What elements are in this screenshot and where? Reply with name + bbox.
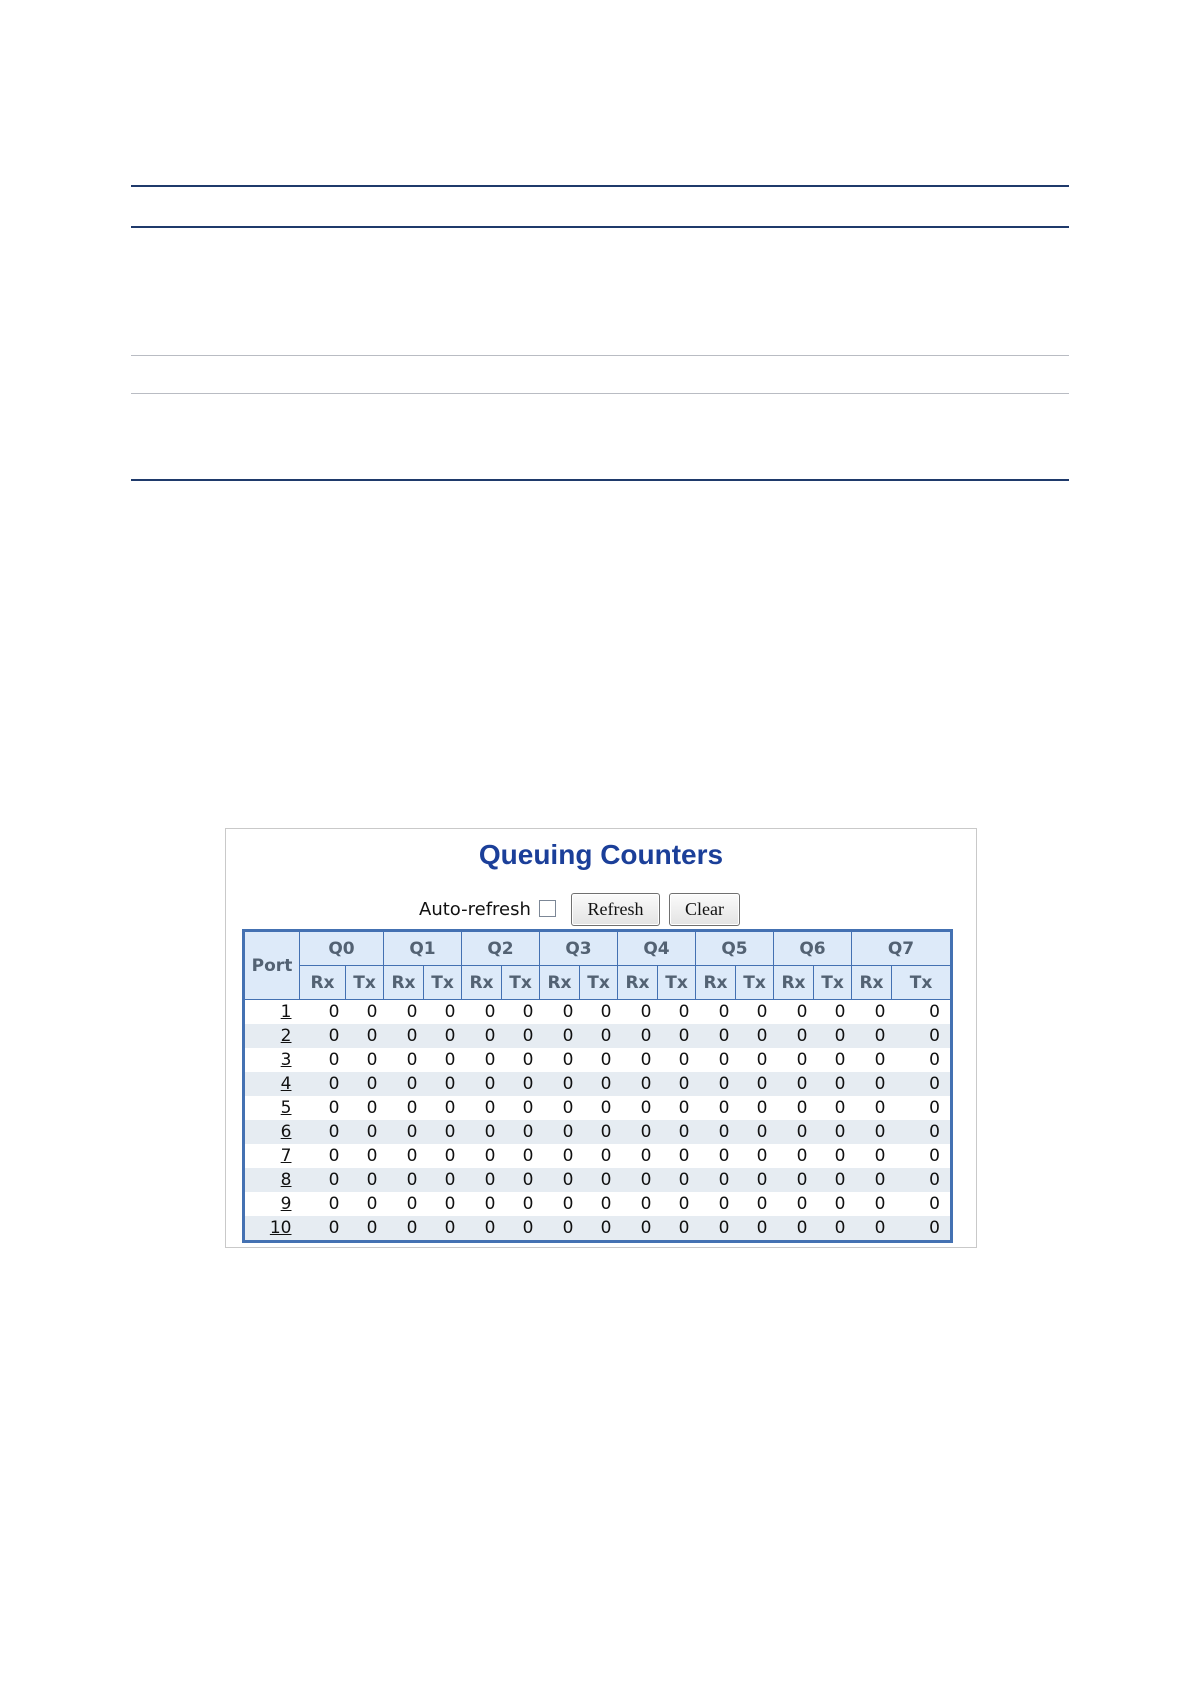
rx-header: Rx: [696, 966, 736, 1000]
counter-cell: 0: [852, 1168, 892, 1192]
counter-cell: 0: [852, 1048, 892, 1072]
rx-header: Rx: [462, 966, 502, 1000]
counter-cell: 0: [462, 1000, 502, 1025]
counter-cell: 0: [696, 1144, 736, 1168]
counter-cell: 0: [618, 1144, 658, 1168]
counter-cell: 0: [892, 1072, 952, 1096]
counter-cell: 0: [424, 1072, 462, 1096]
counter-cell: 0: [736, 1072, 774, 1096]
counter-cell: 0: [580, 1024, 618, 1048]
counter-cell: 0: [658, 1048, 696, 1072]
mid-rule-1: [131, 355, 1069, 356]
counter-cell: 0: [462, 1216, 502, 1242]
counter-cell: 0: [502, 1192, 540, 1216]
counter-cell: 0: [852, 1024, 892, 1048]
counter-cell: 0: [814, 1096, 852, 1120]
clear-button[interactable]: Clear: [669, 893, 740, 926]
counter-cell: 0: [540, 1096, 580, 1120]
counter-cell: 0: [540, 1072, 580, 1096]
port-cell: [244, 1072, 300, 1096]
counter-cell: 0: [774, 1216, 814, 1242]
queuing-counters-panel: [225, 828, 977, 1248]
top-rule-1: [131, 185, 1069, 187]
counter-cell: 0: [300, 1000, 346, 1025]
counter-cell: 0: [696, 1072, 736, 1096]
counter-cell: 0: [736, 1000, 774, 1025]
counter-cell: 0: [814, 1048, 852, 1072]
counter-cell: 0: [658, 1192, 696, 1216]
counter-cell: 0: [696, 1120, 736, 1144]
counter-cell: 0: [892, 1000, 952, 1025]
counter-cell: 0: [814, 1024, 852, 1048]
queue-header: Q1: [384, 931, 462, 966]
counter-cell: 0: [658, 1216, 696, 1242]
counter-cell: 0: [774, 1048, 814, 1072]
queue-header: Q6: [774, 931, 852, 966]
counter-cell: 0: [658, 1120, 696, 1144]
port-link[interactable]: 8: [280, 1170, 292, 1190]
counter-cell: 0: [424, 1192, 462, 1216]
counter-cell: 0: [346, 1024, 384, 1048]
counter-cell: 0: [618, 1192, 658, 1216]
table-row: [244, 1168, 952, 1192]
refresh-button[interactable]: Refresh: [571, 893, 660, 926]
port-cell: [244, 1048, 300, 1072]
counter-cell: 0: [502, 1144, 540, 1168]
counter-cell: 0: [300, 1192, 346, 1216]
counter-cell: 0: [346, 1120, 384, 1144]
counter-cell: 0: [424, 1000, 462, 1025]
counter-cell: 0: [696, 1168, 736, 1192]
counter-cell: 0: [618, 1000, 658, 1025]
port-cell: [244, 1216, 300, 1242]
counter-cell: 0: [580, 1120, 618, 1144]
table-row: [244, 1072, 952, 1096]
counter-cell: 0: [462, 1096, 502, 1120]
counter-cell: 0: [852, 1072, 892, 1096]
counter-cell: 0: [502, 1168, 540, 1192]
port-link[interactable]: 6: [280, 1122, 292, 1142]
counter-cell: 0: [736, 1120, 774, 1144]
counter-cell: 0: [814, 1216, 852, 1242]
counter-cell: 0: [424, 1120, 462, 1144]
counter-cell: 0: [618, 1072, 658, 1096]
port-link[interactable]: 9: [280, 1194, 292, 1214]
counter-cell: 0: [462, 1120, 502, 1144]
counter-cell: 0: [580, 1168, 618, 1192]
port-link[interactable]: 2: [280, 1026, 292, 1046]
rx-header: Rx: [618, 966, 658, 1000]
counter-cell: 0: [300, 1120, 346, 1144]
counter-cell: 0: [814, 1192, 852, 1216]
tx-header: Tx: [580, 966, 618, 1000]
counter-cell: 0: [774, 1024, 814, 1048]
port-link[interactable]: 4: [280, 1074, 292, 1094]
counter-cell: 0: [300, 1072, 346, 1096]
counter-cell: 0: [502, 1048, 540, 1072]
counter-cell: 0: [384, 1216, 424, 1242]
table-row: [244, 1096, 952, 1120]
counter-cell: 0: [892, 1024, 952, 1048]
counter-cell: 0: [580, 1144, 618, 1168]
counter-cell: 0: [736, 1168, 774, 1192]
counter-cell: 0: [424, 1048, 462, 1072]
rx-header: Rx: [540, 966, 580, 1000]
counter-cell: 0: [892, 1192, 952, 1216]
counter-cell: 0: [580, 1000, 618, 1025]
counter-cell: 0: [814, 1072, 852, 1096]
counter-cell: 0: [300, 1096, 346, 1120]
counter-cell: 0: [580, 1072, 618, 1096]
port-link[interactable]: 5: [280, 1098, 292, 1118]
counter-cell: 0: [774, 1072, 814, 1096]
counter-cell: 0: [424, 1168, 462, 1192]
counter-cell: 0: [346, 1144, 384, 1168]
mid-rule-2: [131, 393, 1069, 394]
port-cell: [244, 1144, 300, 1168]
queue-header: Q7: [852, 931, 952, 966]
table-row: [244, 1024, 952, 1048]
counter-cell: 0: [658, 1000, 696, 1025]
queue-header: Q3: [540, 931, 618, 966]
counter-cell: 0: [580, 1216, 618, 1242]
port-link[interactable]: 10: [269, 1218, 292, 1238]
counter-cell: 0: [540, 1120, 580, 1144]
counter-cell: 0: [580, 1048, 618, 1072]
counter-cell: 0: [346, 1216, 384, 1242]
tx-header: Tx: [346, 966, 384, 1000]
counter-cell: 0: [696, 1096, 736, 1120]
counter-cell: 0: [618, 1096, 658, 1120]
queue-header: Q5: [696, 931, 774, 966]
port-cell: [244, 1192, 300, 1216]
counter-cell: 0: [892, 1216, 952, 1242]
auto-refresh-label: Auto-refresh: [419, 899, 531, 920]
port-cell: [244, 1096, 300, 1120]
counter-cell: 0: [696, 1048, 736, 1072]
counter-cell: 0: [346, 1096, 384, 1120]
counter-cell: 0: [814, 1000, 852, 1025]
counter-cell: 0: [814, 1168, 852, 1192]
port-cell: [244, 1024, 300, 1048]
counter-cell: 0: [300, 1168, 346, 1192]
counter-cell: 0: [892, 1168, 952, 1192]
port-cell: [244, 1120, 300, 1144]
counter-cell: 0: [852, 1000, 892, 1025]
counter-cell: 0: [736, 1192, 774, 1216]
table-row: [244, 1120, 952, 1144]
counter-cell: 0: [852, 1120, 892, 1144]
counter-cell: 0: [502, 1096, 540, 1120]
table-row: [244, 1048, 952, 1072]
counter-cell: 0: [502, 1000, 540, 1025]
counter-cell: 0: [814, 1144, 852, 1168]
counter-cell: 0: [424, 1144, 462, 1168]
tx-header: Tx: [658, 966, 696, 1000]
counter-cell: 0: [696, 1216, 736, 1242]
counter-cell: 0: [580, 1192, 618, 1216]
counter-cell: 0: [852, 1144, 892, 1168]
auto-refresh-checkbox[interactable]: [539, 900, 556, 917]
counter-cell: 0: [502, 1072, 540, 1096]
counter-cell: 0: [696, 1192, 736, 1216]
counter-cell: 0: [736, 1144, 774, 1168]
counter-cell: 0: [852, 1096, 892, 1120]
counter-cell: 0: [346, 1072, 384, 1096]
counter-cell: 0: [346, 1000, 384, 1025]
counter-cell: 0: [502, 1024, 540, 1048]
rx-header: Rx: [384, 966, 424, 1000]
rx-header: Rx: [300, 966, 346, 1000]
counter-cell: 0: [462, 1144, 502, 1168]
counter-cell: 0: [384, 1120, 424, 1144]
counter-cell: 0: [462, 1168, 502, 1192]
toolbar: [226, 891, 976, 927]
port-link[interactable]: 7: [280, 1146, 292, 1166]
counter-cell: 0: [658, 1168, 696, 1192]
counter-cell: 0: [462, 1048, 502, 1072]
port-link[interactable]: 3: [280, 1050, 292, 1070]
counter-cell: 0: [618, 1216, 658, 1242]
queuing-counters-table: [242, 929, 953, 1243]
counter-cell: 0: [462, 1072, 502, 1096]
counter-cell: 0: [346, 1192, 384, 1216]
counter-cell: 0: [384, 1072, 424, 1096]
counter-cell: 0: [384, 1192, 424, 1216]
counter-cell: 0: [774, 1120, 814, 1144]
counter-cell: 0: [892, 1048, 952, 1072]
port-cell: [244, 1000, 300, 1025]
counter-cell: 0: [300, 1216, 346, 1242]
table-row: [244, 1000, 952, 1025]
table-row: [244, 1192, 952, 1216]
counter-cell: 0: [658, 1024, 696, 1048]
port-cell: [244, 1168, 300, 1192]
rx-header: Rx: [852, 966, 892, 1000]
counter-cell: 0: [540, 1216, 580, 1242]
counter-cell: 0: [892, 1096, 952, 1120]
tx-header: Tx: [424, 966, 462, 1000]
counter-cell: 0: [424, 1216, 462, 1242]
counter-cell: 0: [540, 1192, 580, 1216]
counter-cell: 0: [618, 1120, 658, 1144]
counter-cell: 0: [540, 1168, 580, 1192]
table-row: [244, 1144, 952, 1168]
tx-header: Tx: [736, 966, 774, 1000]
counter-cell: 0: [892, 1144, 952, 1168]
counter-cell: 0: [300, 1144, 346, 1168]
tx-header: Tx: [814, 966, 852, 1000]
counter-cell: 0: [736, 1024, 774, 1048]
top-rule-2: [131, 226, 1069, 228]
counter-cell: 0: [384, 1168, 424, 1192]
counter-cell: 0: [774, 1000, 814, 1025]
counter-cell: 0: [580, 1096, 618, 1120]
counter-cell: 0: [618, 1168, 658, 1192]
rx-header: Rx: [774, 966, 814, 1000]
counter-cell: 0: [658, 1096, 696, 1120]
counter-cell: 0: [736, 1096, 774, 1120]
counter-cell: 0: [300, 1048, 346, 1072]
counter-cell: 0: [540, 1048, 580, 1072]
table-row: [244, 1216, 952, 1242]
counter-cell: 0: [618, 1024, 658, 1048]
counter-cell: 0: [502, 1120, 540, 1144]
queue-header: Q4: [618, 931, 696, 966]
counter-cell: 0: [384, 1096, 424, 1120]
queue-header: Q2: [462, 931, 540, 966]
port-header: Port: [244, 931, 300, 1000]
counter-cell: 0: [300, 1024, 346, 1048]
queue-header: Q0: [300, 931, 384, 966]
counter-cell: 0: [618, 1048, 658, 1072]
counter-cell: 0: [346, 1168, 384, 1192]
counter-cell: 0: [502, 1216, 540, 1242]
counter-cell: 0: [814, 1120, 852, 1144]
counter-cell: 0: [774, 1144, 814, 1168]
counter-cell: 0: [424, 1024, 462, 1048]
counter-cell: 0: [696, 1000, 736, 1025]
counter-cell: 0: [696, 1024, 736, 1048]
counter-cell: 0: [852, 1216, 892, 1242]
counter-cell: 0: [774, 1096, 814, 1120]
counter-cell: 0: [774, 1192, 814, 1216]
bottom-rule: [131, 479, 1069, 481]
counter-cell: 0: [384, 1144, 424, 1168]
counter-cell: 0: [424, 1096, 462, 1120]
counter-cell: 0: [736, 1048, 774, 1072]
counter-cell: 0: [736, 1216, 774, 1242]
counter-cell: 0: [852, 1192, 892, 1216]
tx-header: Tx: [892, 966, 952, 1000]
counter-cell: 0: [540, 1024, 580, 1048]
port-link[interactable]: 1: [280, 1002, 292, 1022]
page-title: Queuing Counters: [478, 839, 724, 870]
counter-cell: 0: [540, 1144, 580, 1168]
counter-cell: 0: [462, 1192, 502, 1216]
counter-cell: 0: [658, 1072, 696, 1096]
counter-cell: 0: [892, 1120, 952, 1144]
counter-cell: 0: [462, 1024, 502, 1048]
counter-cell: 0: [540, 1000, 580, 1025]
counter-cell: 0: [346, 1048, 384, 1072]
counter-cell: 0: [384, 1048, 424, 1072]
counter-cell: 0: [384, 1000, 424, 1025]
counter-cell: 0: [384, 1024, 424, 1048]
counter-cell: 0: [658, 1144, 696, 1168]
tx-header: Tx: [502, 966, 540, 1000]
counter-cell: 0: [774, 1168, 814, 1192]
